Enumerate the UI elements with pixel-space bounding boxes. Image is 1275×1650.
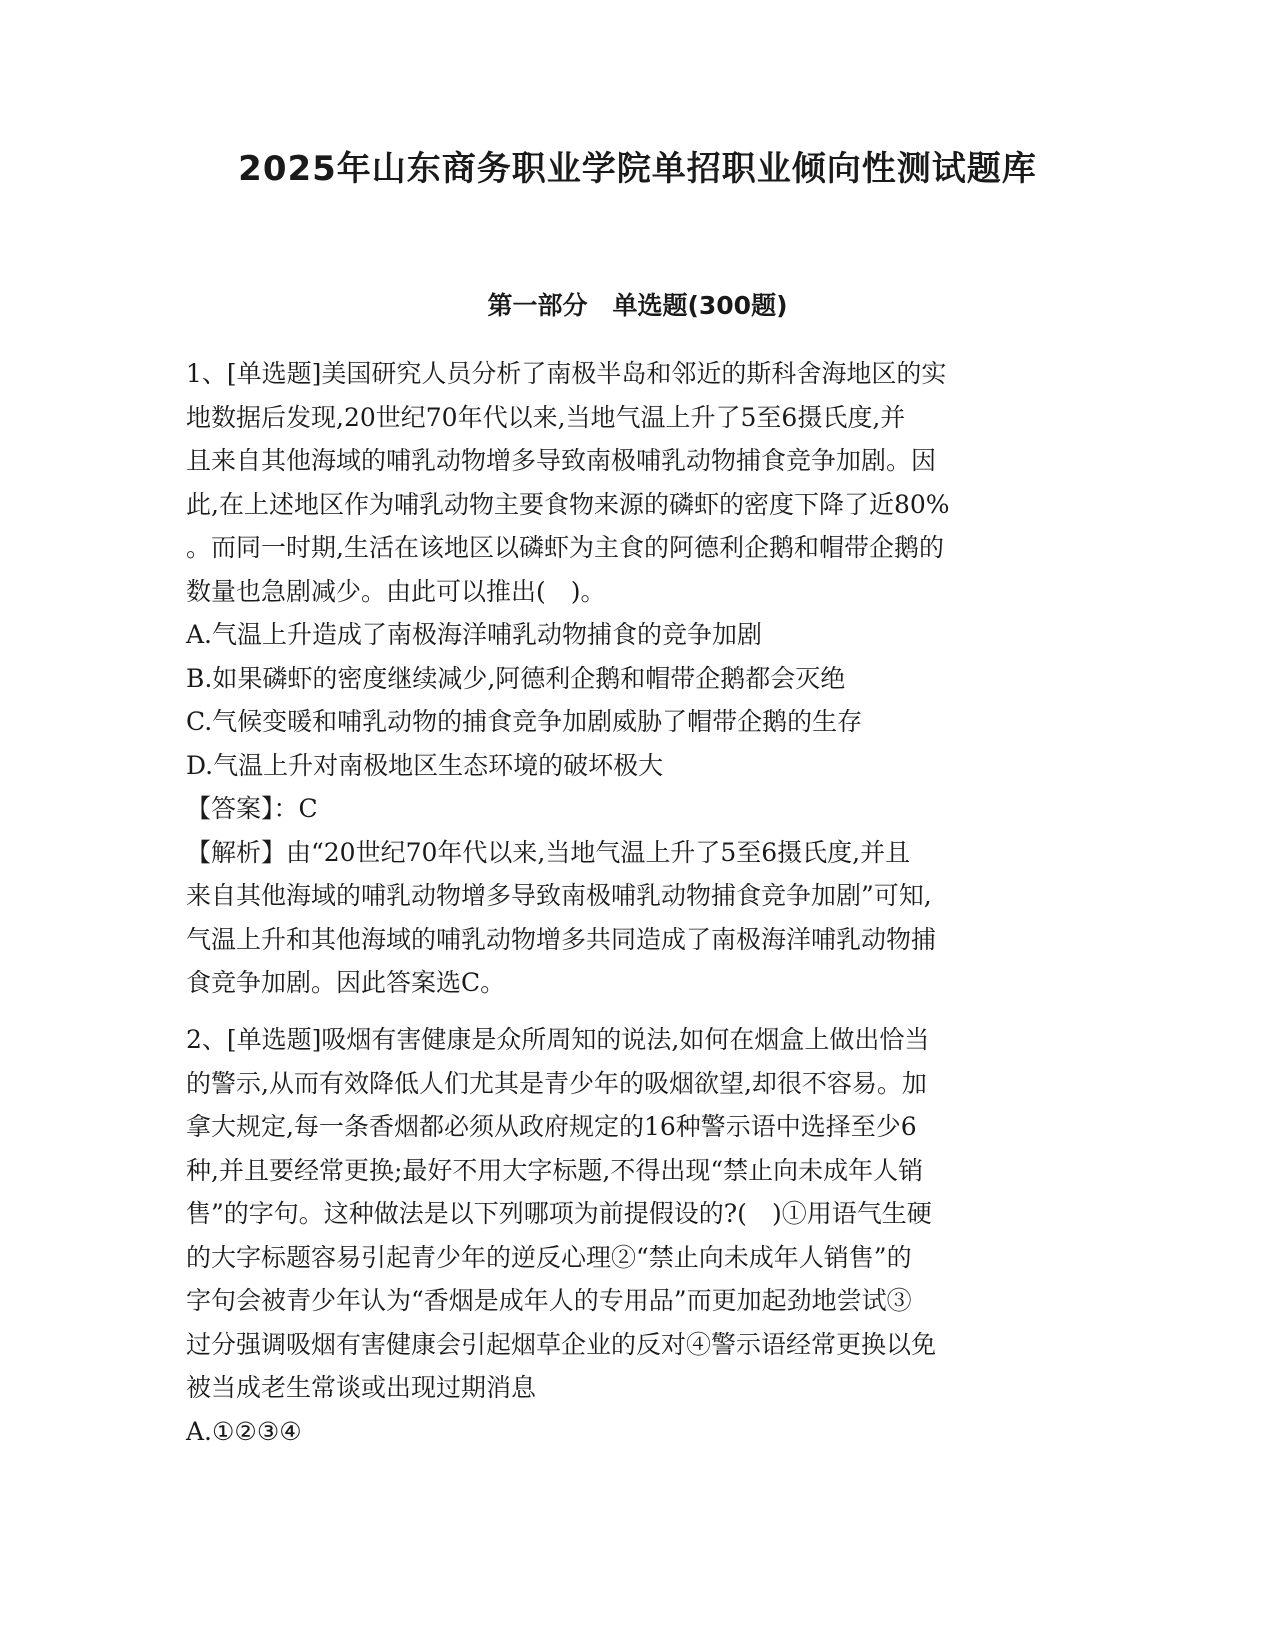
stem-line: 数量也急剧减少。由此可以推出( )。 xyxy=(186,576,606,606)
analysis-line: 来自其他海域的哺乳动物增多导致南极哺乳动物捕食竞争加剧”可知, xyxy=(186,881,932,910)
option-d: D.气温上升对南极地区生态环境的破坏极大 xyxy=(186,750,664,780)
stem-line: 售”的字句。这种做法是以下列哪项为前提假设的?( )①用语气生硬 xyxy=(186,1199,932,1228)
stem-line: 此,在上述地区作为哺乳动物主要食物来源的磷虾的密度下降了近80% xyxy=(186,489,950,519)
analysis-line: 【解析】由“20世纪70年代以来,当地气温上升了5至6摄氏度,并且 xyxy=(186,837,911,867)
stem-line: 被当成老生常谈或出现过期消息 xyxy=(186,1373,537,1402)
document-title: 2025年山东商务职业学院单招职业倾向性测试题库 xyxy=(238,149,1037,189)
stem-line: 2、[单选题]吸烟有害健康是众所周知的说法,如何在烟盒上做出恰当 xyxy=(186,1025,930,1054)
stem-line: 1、[单选题]美国研究人员分析了南极半岛和邻近的斯科舍海地区的实 xyxy=(186,359,947,388)
question-2-stem xyxy=(186,1018,1086,1410)
section-title: 第一部分 单选题(300题) xyxy=(487,291,788,320)
answer-label: 【答案】：C xyxy=(186,794,318,823)
option-b: B.如果磷虾的密度继续减少,阿德利企鹅和帽带企鹅都会灭绝 xyxy=(186,663,846,693)
option-a: A.①②③④ xyxy=(186,1416,302,1446)
question-2 xyxy=(186,1018,1086,1453)
analysis-line: 气温上升和其他海域的哺乳动物增多共同造成了南极海洋哺乳动物捕 xyxy=(186,924,937,954)
question-1-analysis xyxy=(186,831,1086,1005)
question-1-options xyxy=(186,613,1086,787)
stem-line: 字句会被青少年认为“香烟是成年人的专用品”而更加起劲地尝试③ xyxy=(186,1286,912,1315)
question-1-stem xyxy=(186,352,1086,613)
stem-line: 。而同一时期,生活在该地区以磷虾为主食的阿德利企鹅和帽带企鹅的 xyxy=(186,533,944,562)
stem-line: 的警示,从而有效降低人们尤其是青少年的吸烟欲望,却很不容易。加 xyxy=(186,1068,927,1098)
option-a: A.气温上升造成了南极海洋哺乳动物捕食的竞争加剧 xyxy=(186,620,763,649)
stem-line: 过分强调吸烟有害健康会引起烟草企业的反对④警示语经常更换以免 xyxy=(186,1329,937,1359)
stem-line: 拿大规定,每一条香烟都必须从政府规定的16种警示语中选择至少6 xyxy=(186,1112,917,1141)
stem-line: 地数据后发现,20世纪70年代以来,当地气温上升了5至6摄氏度,并 xyxy=(186,402,906,432)
stem-line: 且来自其他海域的哺乳动物增多导致南极哺乳动物捕食竞争加剧。因 xyxy=(186,446,937,475)
stem-line: 种,并且要经常更换;最好不用大字标题,不得出现“禁止向未成年人销 xyxy=(186,1155,924,1185)
option-c: C.气候变暖和哺乳动物的捕食竞争加剧威胁了帽带企鹅的生存 xyxy=(186,707,863,736)
stem-line: 的大字标题容易引起青少年的逆反心理②“禁止向未成年人销售”的 xyxy=(186,1242,912,1272)
analysis-line: 食竞争加剧。因此答案选C。 xyxy=(186,968,506,997)
question-1 xyxy=(186,352,1086,1005)
question-2-options xyxy=(186,1410,1086,1454)
